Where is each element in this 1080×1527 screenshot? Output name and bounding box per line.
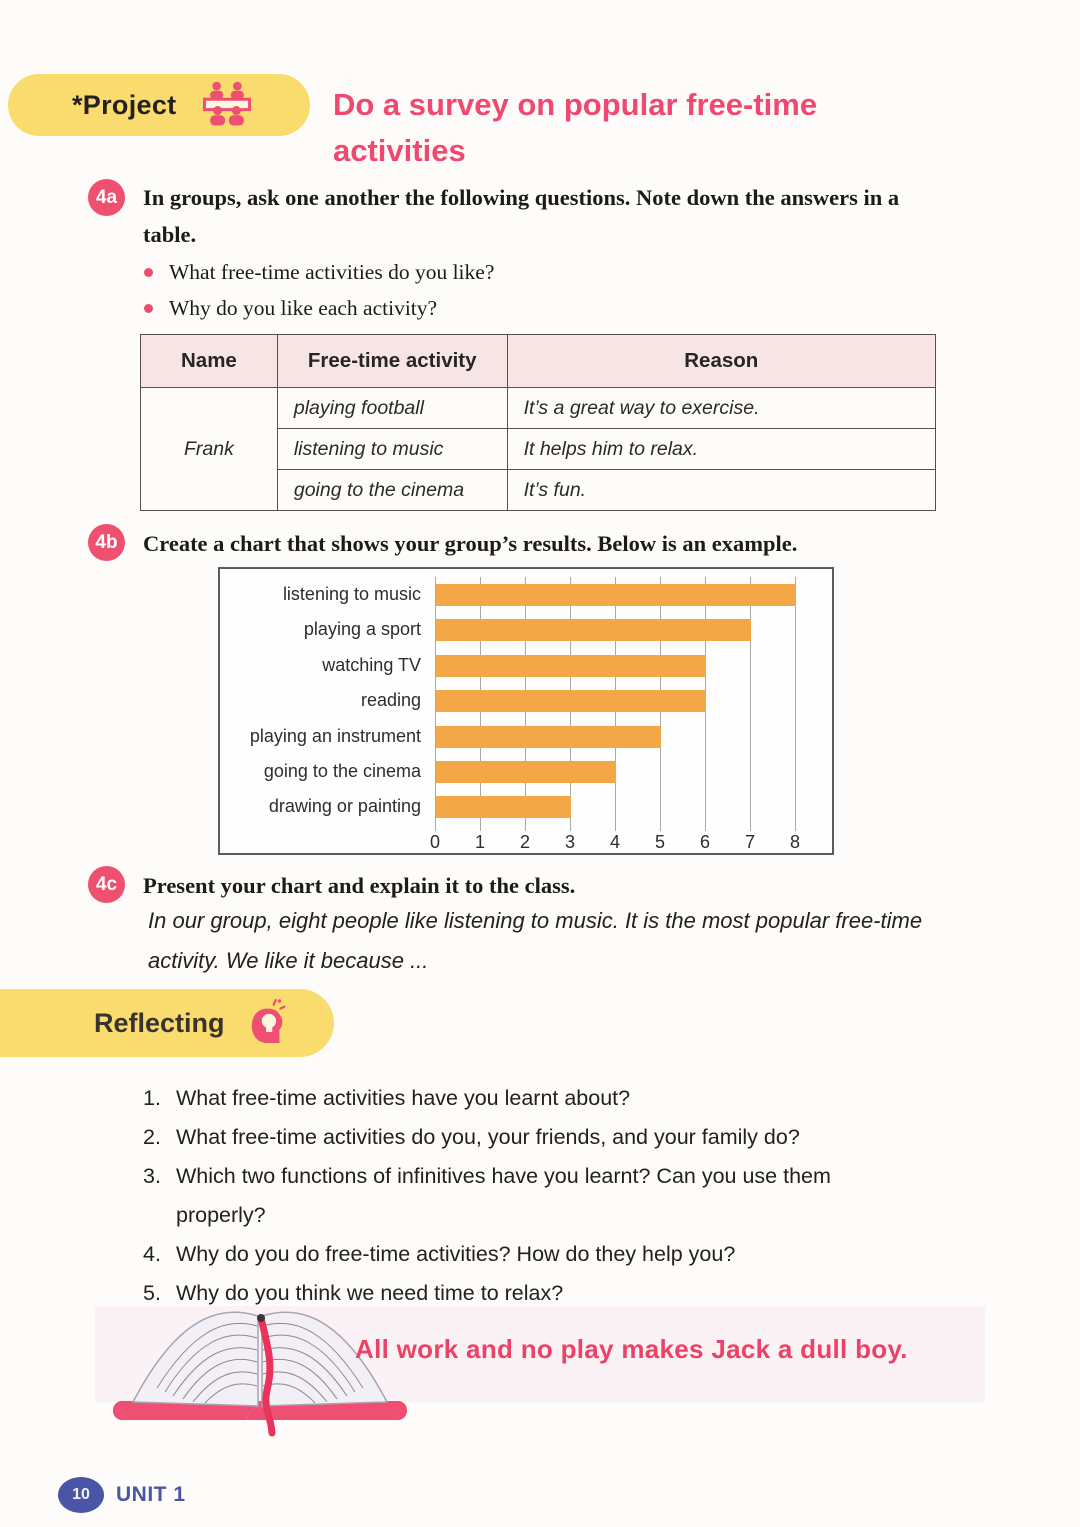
question-item bbox=[143, 1118, 943, 1157]
proverb-quote: All work and no play makes Jack a dull boy. bbox=[355, 1334, 908, 1364]
bullet-item bbox=[144, 292, 494, 325]
table-header-activity: Free-time activity bbox=[277, 335, 507, 388]
bar-chart bbox=[218, 567, 834, 855]
bar-category-label: going to the cinema bbox=[263, 761, 421, 781]
axis-tick-label: 4 bbox=[609, 832, 620, 852]
table-cell-name: Frank bbox=[141, 388, 278, 511]
bullet-dot bbox=[144, 268, 153, 277]
axis-tick-label: 3 bbox=[564, 832, 575, 852]
bar bbox=[436, 655, 706, 677]
bar-category-label: watching TV bbox=[322, 654, 421, 675]
group-discussion-icon bbox=[196, 79, 258, 132]
axis-tick-label: 5 bbox=[654, 832, 665, 852]
question-item bbox=[143, 1157, 943, 1235]
table-cell-activity: listening to music bbox=[277, 429, 507, 470]
table-cell-activity: going to the cinema bbox=[277, 470, 507, 511]
bullet-text: What free-time activities do you like? bbox=[169, 260, 495, 284]
bar-category-label: playing a sport bbox=[303, 619, 421, 640]
instruction-4c: Present your chart and explain it to the class. bbox=[143, 873, 576, 898]
instruction-4b: Create a chart that shows your group’s results. Below is an example. bbox=[143, 531, 798, 556]
question-item bbox=[143, 1079, 943, 1118]
example-speech: In our group, eight people like listening to music. It is the most popular free-time activity. We like it because ... bbox=[148, 908, 923, 973]
bar bbox=[436, 690, 706, 712]
question-number: 4. bbox=[143, 1242, 161, 1266]
badge-4c: 4c bbox=[88, 866, 125, 903]
question-text: What free-time activities do you, your friends, and your family do? bbox=[176, 1125, 800, 1149]
survey-table bbox=[140, 334, 936, 511]
project-pill bbox=[8, 74, 310, 136]
question-number: 2. bbox=[143, 1125, 161, 1149]
instruction-4a: In groups, ask one another the following questions. Note down the answers in a table. bbox=[143, 185, 900, 247]
badge-4a: 4a bbox=[88, 179, 125, 216]
table-header-row bbox=[141, 335, 936, 388]
bar bbox=[436, 584, 796, 606]
open-book-illustration bbox=[95, 1296, 425, 1443]
table-header-name: Name bbox=[141, 335, 278, 388]
bar bbox=[436, 761, 616, 783]
table-cell-reason: It’s fun. bbox=[507, 470, 935, 511]
unit-label: UNIT 1 bbox=[116, 1483, 186, 1506]
question-text: Why do you do free-time activities? How do they help you? bbox=[176, 1242, 736, 1266]
question-bullets bbox=[144, 256, 494, 328]
project-label: *Project bbox=[72, 89, 177, 120]
bar bbox=[436, 619, 751, 641]
axis-tick-label: 7 bbox=[744, 832, 755, 852]
badge-4b: 4b bbox=[88, 524, 125, 561]
bar-category-label: drawing or painting bbox=[268, 796, 421, 817]
bullet-dot bbox=[144, 304, 153, 313]
bar bbox=[436, 726, 661, 748]
question-number: 3. bbox=[143, 1164, 161, 1188]
axis-tick-label: 2 bbox=[519, 832, 530, 852]
reflecting-pill bbox=[0, 989, 334, 1057]
question-text: Why do you think we need time to relax? bbox=[176, 1281, 564, 1305]
table-cell-reason: It helps him to relax. bbox=[507, 429, 935, 470]
bar-category-label: listening to music bbox=[282, 584, 421, 604]
axis-tick-label: 8 bbox=[789, 832, 800, 852]
reflecting-questions bbox=[143, 1079, 943, 1313]
bar-category-label: playing an instrument bbox=[249, 725, 421, 746]
table-cell-reason: It’s a great way to exercise. bbox=[507, 388, 935, 429]
question-number: 1. bbox=[143, 1086, 161, 1110]
axis-tick-label: 0 bbox=[429, 832, 440, 852]
table-row bbox=[141, 388, 936, 429]
chart-gridline bbox=[750, 577, 751, 831]
page-number-badge: 10 bbox=[58, 1477, 104, 1513]
bullet-item bbox=[144, 256, 494, 289]
axis-tick-label: 6 bbox=[699, 832, 710, 852]
table-header-reason: Reason bbox=[507, 335, 935, 388]
table-cell-activity: playing football bbox=[277, 388, 507, 429]
question-text: Which two functions of infinitives have you learnt? Can you use them properly? bbox=[176, 1164, 831, 1227]
thinking-head-icon bbox=[247, 995, 289, 1052]
bar-category-label: reading bbox=[360, 690, 421, 711]
page-title: Do a survey on popular free-time activities bbox=[333, 87, 818, 168]
question-item bbox=[143, 1235, 943, 1274]
axis-tick-label: 1 bbox=[474, 832, 485, 852]
reflecting-title: Reflecting bbox=[94, 1007, 225, 1038]
question-text: What free-time activities have you learnt about? bbox=[176, 1086, 631, 1110]
question-number: 5. bbox=[143, 1281, 161, 1305]
chart-gridline bbox=[795, 577, 796, 831]
bullet-text: Why do you like each activity? bbox=[169, 296, 438, 320]
bar bbox=[436, 796, 571, 818]
